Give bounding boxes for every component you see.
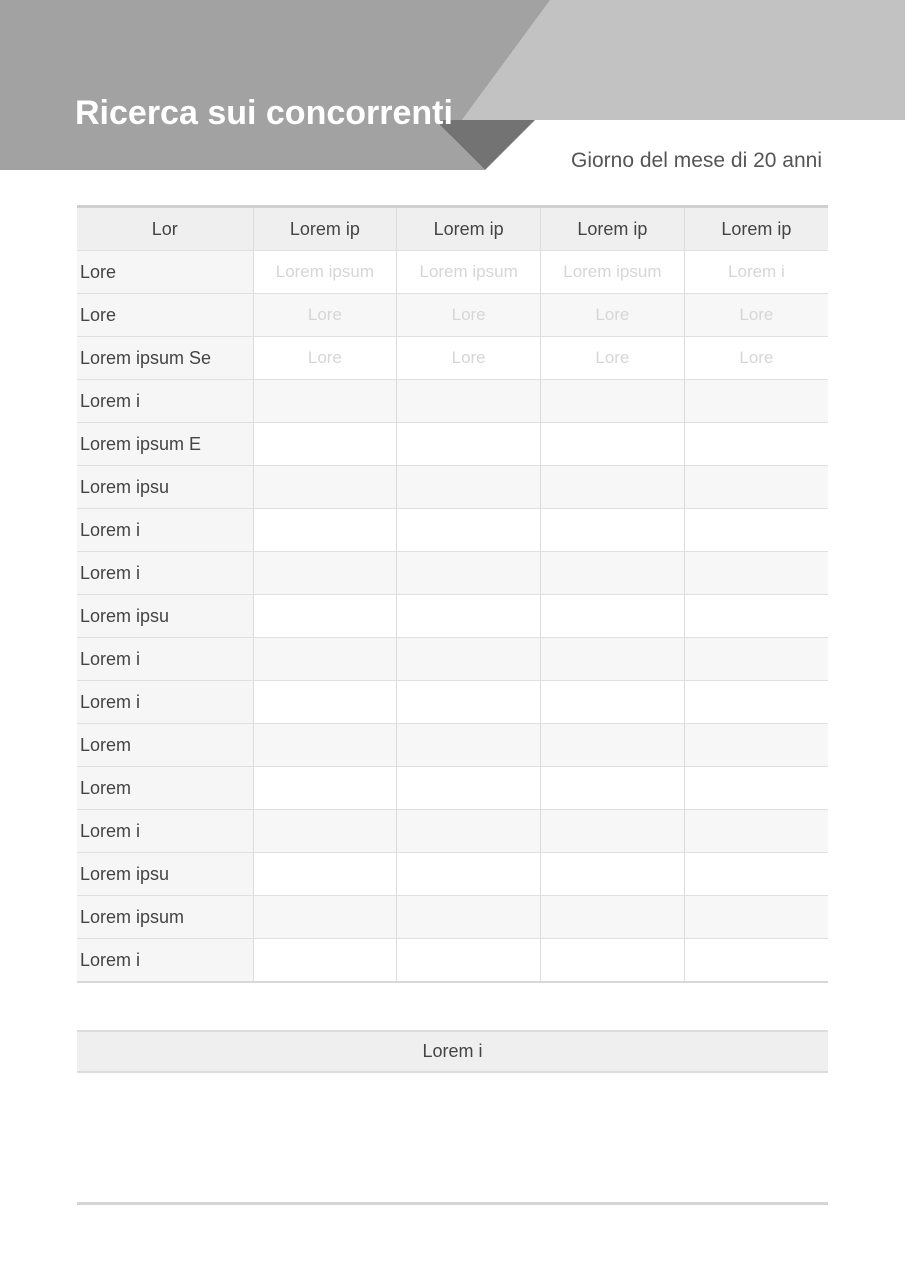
table-cell: [253, 810, 397, 853]
table-cell: [541, 380, 685, 423]
table-cell: [397, 380, 541, 423]
table-cell: [684, 423, 828, 466]
table-cell: Lorem ipsum: [541, 251, 685, 294]
table-row: [77, 638, 828, 681]
table-cell: [397, 423, 541, 466]
table-cell: [541, 638, 685, 681]
row-label: Lorem i: [77, 810, 253, 853]
table-cell: [684, 509, 828, 552]
row-label: Lorem ipsu: [77, 466, 253, 509]
row-label: Lorem ipsum: [77, 896, 253, 939]
table-header-row: [77, 207, 828, 251]
table-cell: Lore: [253, 294, 397, 337]
table-cell: [397, 896, 541, 939]
table-cell: Lore: [684, 294, 828, 337]
bottom-rule: [77, 1202, 828, 1205]
table-cell: [541, 810, 685, 853]
table-cell: [397, 509, 541, 552]
table-cell: [253, 939, 397, 983]
table-row: [77, 509, 828, 552]
table-cell: [684, 466, 828, 509]
table-cell: Lorem ipsum: [397, 251, 541, 294]
table-cell: [397, 853, 541, 896]
row-label: Lore: [77, 251, 253, 294]
row-label: Lorem i: [77, 380, 253, 423]
table-cell: [541, 681, 685, 724]
table-cell: [397, 638, 541, 681]
table-cell: [253, 466, 397, 509]
table-row: [77, 939, 828, 983]
column-header: Lorem ip: [684, 207, 828, 251]
table-cell: Lore: [253, 337, 397, 380]
table-cell: Lore: [541, 294, 685, 337]
column-header: Lorem ip: [253, 207, 397, 251]
table-row: [77, 380, 828, 423]
row-label: Lorem i: [77, 509, 253, 552]
table-row: [77, 466, 828, 509]
page-subtitle: Giorno del mese di 20 anni: [571, 149, 822, 172]
table-cell: [684, 595, 828, 638]
table-row: [77, 767, 828, 810]
table-cell: [253, 853, 397, 896]
table-body: [77, 251, 828, 983]
table-cell: [253, 423, 397, 466]
table-cell: [253, 896, 397, 939]
table-cell: [541, 724, 685, 767]
table-cell: [684, 724, 828, 767]
table-cell: Lore: [684, 337, 828, 380]
table-cell: [684, 638, 828, 681]
table-row: [77, 681, 828, 724]
table-cell: [253, 638, 397, 681]
table-cell: [684, 896, 828, 939]
table-row: [77, 337, 828, 380]
table-cell: [253, 767, 397, 810]
notes-header: [77, 1030, 828, 1073]
table-cell: [541, 896, 685, 939]
table-row: [77, 810, 828, 853]
row-label: Lorem ipsu: [77, 595, 253, 638]
table-row: [77, 896, 828, 939]
table-cell: Lore: [397, 337, 541, 380]
column-header: Lorem ip: [397, 207, 541, 251]
table-cell: [541, 939, 685, 983]
table-cell: [397, 724, 541, 767]
row-label: Lorem i: [77, 939, 253, 983]
table-cell: [684, 767, 828, 810]
table-cell: [684, 853, 828, 896]
table-cell: [541, 595, 685, 638]
table-cell: [684, 380, 828, 423]
table-cell: [541, 423, 685, 466]
table-cell: [397, 595, 541, 638]
table-cell: [397, 767, 541, 810]
table-cell: [253, 509, 397, 552]
table-cell: [684, 939, 828, 983]
table-cell: [397, 681, 541, 724]
table-cell: [541, 767, 685, 810]
row-label: Lorem i: [77, 638, 253, 681]
row-label: Lorem ipsum E: [77, 423, 253, 466]
table-row: [77, 251, 828, 294]
table-cell: [397, 939, 541, 983]
table-cell: [397, 552, 541, 595]
row-label: Lorem ipsu: [77, 853, 253, 896]
row-label: Lorem i: [77, 681, 253, 724]
page-title: Ricerca sui concorrenti: [75, 94, 453, 132]
row-label: Lorem: [77, 724, 253, 767]
table-cell: [541, 509, 685, 552]
table-cell: Lorem i: [684, 251, 828, 294]
table-cell: [684, 552, 828, 595]
table-cell: Lore: [397, 294, 541, 337]
table-cell: [253, 595, 397, 638]
table-cell: [684, 810, 828, 853]
row-label: Lore: [77, 294, 253, 337]
table-cell: [253, 380, 397, 423]
table-cell: Lorem ipsum: [253, 251, 397, 294]
column-header-label: Lor: [77, 207, 253, 251]
column-header: Lorem ip: [541, 207, 685, 251]
row-label: Lorem: [77, 767, 253, 810]
competitor-table: [77, 205, 828, 983]
table-cell: [541, 466, 685, 509]
table-cell: [253, 724, 397, 767]
table-row: [77, 853, 828, 896]
table-cell: Lore: [541, 337, 685, 380]
table-row: [77, 294, 828, 337]
table-cell: [397, 810, 541, 853]
row-label: Lorem ipsum Se: [77, 337, 253, 380]
table-cell: [684, 681, 828, 724]
table-cell: [397, 466, 541, 509]
table-cell: [541, 552, 685, 595]
table-cell: [541, 853, 685, 896]
table-row: [77, 724, 828, 767]
table-row: [77, 595, 828, 638]
table-cell: [253, 552, 397, 595]
row-label: Lorem i: [77, 552, 253, 595]
table-row: [77, 552, 828, 595]
table-cell: [253, 681, 397, 724]
table-row: [77, 423, 828, 466]
notes-label: Lorem i: [422, 1041, 483, 1061]
